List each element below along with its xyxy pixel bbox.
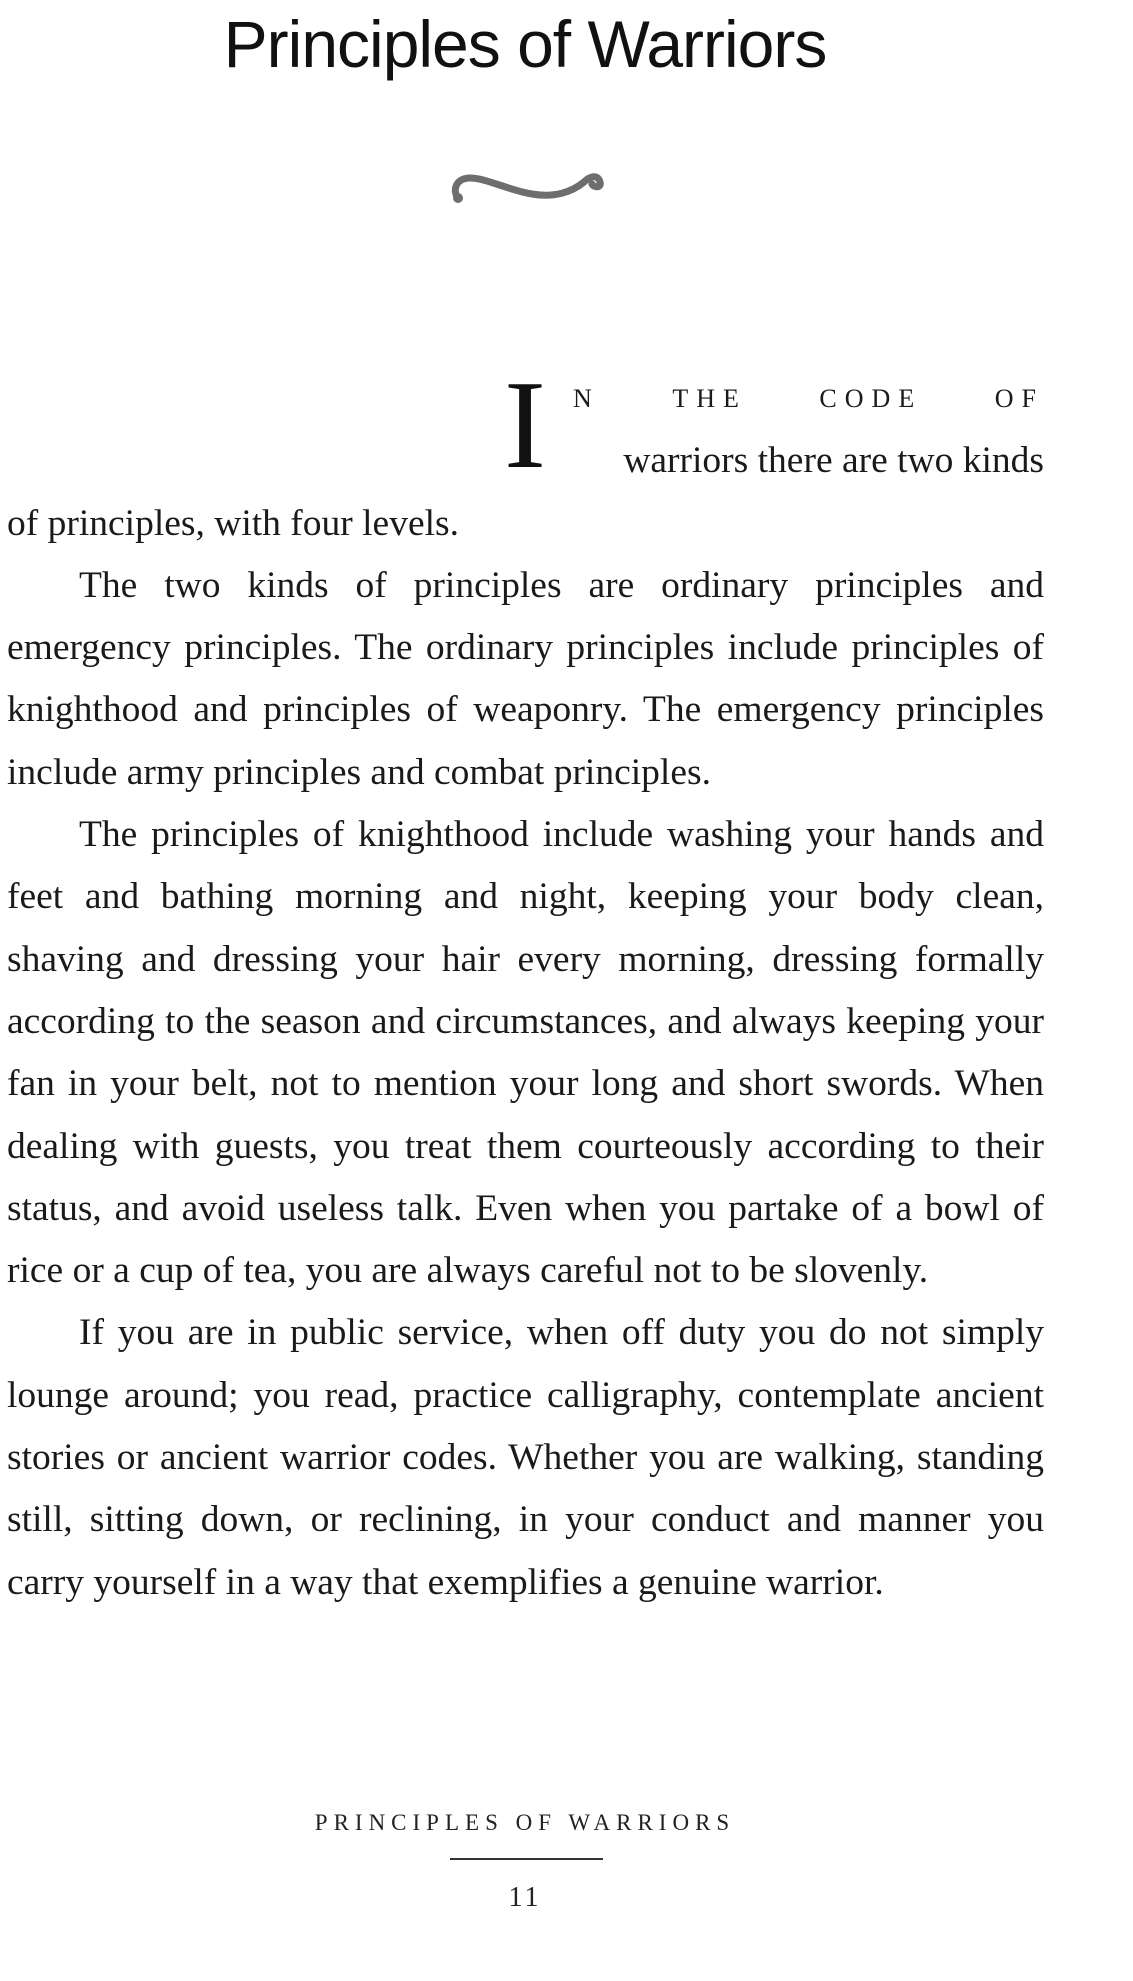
paragraph: The principles of knighthood include washing your hands and feet and bathing morning and night, keeping your body clean, shaving and dressing your hair every morning, dressing formally according to the season and circumstances, and always keeping your fan in your belt, not to mention your long and short swords. When dealing with guests, you treat them courteously according to their status, and avoid useless talk. Even when you partake of a bowl of rice or a cup of tea, you are always careful not to be slovenly. <box>7 814 1044 1292</box>
swash-ornament-icon <box>448 160 608 208</box>
opening-second-line: warriors there are two kinds <box>623 440 1044 482</box>
opening-word: OF <box>994 384 1044 413</box>
footer-rule <box>450 1858 603 1860</box>
opening-word: CODE <box>819 384 923 413</box>
opening-small-caps-line <box>573 368 1044 430</box>
opening-word: N <box>573 384 600 413</box>
opening-word: THE <box>672 384 747 413</box>
opening-continuation: of principles, with four levels. <box>7 502 459 544</box>
page-number: 11 <box>508 1882 542 1913</box>
running-footer-title: PRINCIPLES OF WARRIORS <box>314 1810 736 1835</box>
paragraph: The two kinds of principles are ordinary principles and emergency principles. The ordinary principles include principles of knighthood and principles of weaponry. The emergency principles include army principles and combat principles. <box>7 564 1044 793</box>
drop-cap: I <box>504 356 546 495</box>
body-text <box>7 356 1044 1614</box>
chapter-title: Principles of Warriors <box>223 7 827 81</box>
opening-block <box>7 356 1044 495</box>
paragraph: If you are in public service, when off duty you do not simply lounge around; you read, practice calligraphy, contemplate ancient stories or ancient warrior codes. Whether you are walking, standing still, sitting down, or reclining, in your conduct and manner you carry yourself in a way that exemplifies a genuine warrior. <box>7 1312 1044 1603</box>
